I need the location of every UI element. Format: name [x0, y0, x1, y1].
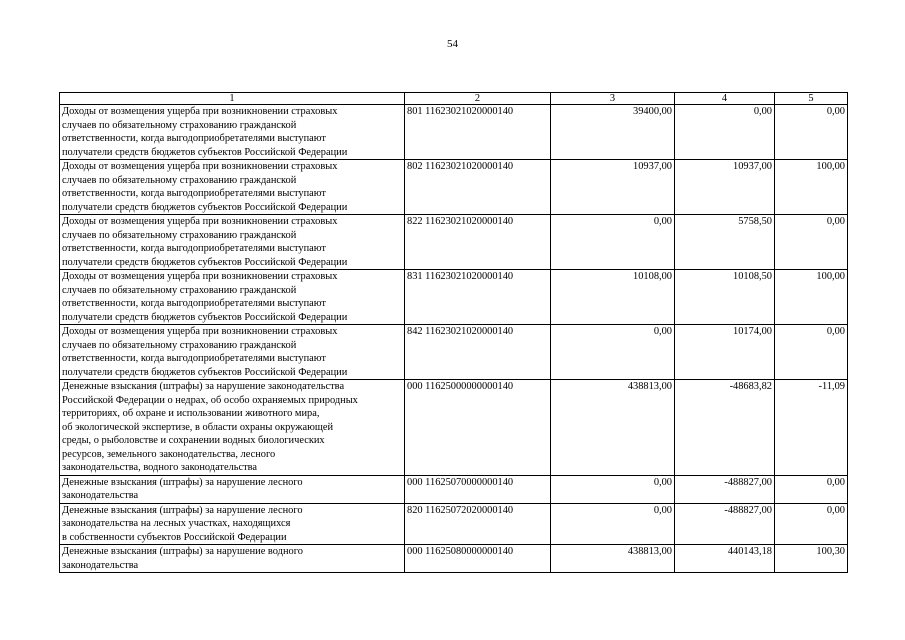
table-row: [60, 270, 848, 325]
row-col3-value: 0,00: [551, 325, 675, 380]
description-line: ответственности, когда выгодоприобретателями выступают: [62, 188, 326, 199]
description-line: законодательства: [62, 559, 139, 571]
row-description: [60, 325, 405, 380]
row-description: [60, 270, 405, 325]
description-line: среды, о рыболовстве и сохранении водных биологических: [62, 435, 325, 446]
row-col5-percent: 100,00: [775, 270, 848, 325]
row-col3-value: 10108,00: [551, 270, 675, 325]
description-line: Российской Федерации о недрах, об особо охраняемых природных: [62, 394, 358, 406]
description-line: получатели средств бюджетов субъектов Российской Федерации: [62, 256, 348, 268]
table-row: [60, 105, 848, 160]
table-row: [60, 503, 848, 545]
header-row: [60, 93, 848, 105]
table-row: [60, 215, 848, 270]
table-row: [60, 380, 848, 476]
description-line: случаев по обязательному страхованию гражданской: [62, 119, 297, 131]
row-description: [60, 545, 405, 573]
row-col4-value: -48683,82: [675, 380, 775, 476]
description-line: получатели средств бюджетов субъектов Российской Федерации: [62, 366, 348, 378]
row-col5-percent: 100,00: [775, 160, 848, 215]
description-line: ответственности, когда выгодоприобретателями выступают: [62, 133, 326, 144]
row-col3-value: 10937,00: [551, 160, 675, 215]
description-line: ответственности, когда выгодоприобретателями выступают: [62, 243, 326, 254]
column-header-3: 3: [551, 93, 675, 105]
row-col3-value: 438813,00: [551, 380, 675, 476]
description-line: территориях, об охране и использовании животного мира,: [62, 408, 320, 419]
description-line: законодательства: [62, 490, 139, 501]
row-code: 820 11625072020000140: [405, 503, 551, 545]
table-row: [60, 545, 848, 573]
row-col5-percent: 0,00: [775, 215, 848, 270]
row-code: 802 11623021020000140: [405, 160, 551, 215]
row-description: [60, 475, 405, 503]
row-col3-value: 0,00: [551, 503, 675, 545]
description-line: случаев по обязательному страхованию гражданской: [62, 229, 297, 241]
column-header-4: 4: [675, 93, 775, 105]
row-col4-value: 10108,50: [675, 270, 775, 325]
row-description: [60, 503, 405, 545]
row-code: 822 11623021020000140: [405, 215, 551, 270]
column-header-1: 1: [60, 93, 405, 105]
description-line: Доходы от возмещения ущерба при возникновении страховых: [62, 106, 338, 117]
description-line: случаев по обязательному страхованию гражданской: [62, 339, 297, 351]
column-header-5: 5: [775, 93, 848, 105]
row-col5-percent: 0,00: [775, 325, 848, 380]
report-table: [59, 92, 848, 573]
description-line: об экологической экспертизе, в области охраны окружающей: [62, 421, 334, 433]
row-col4-value: 10174,00: [675, 325, 775, 380]
row-col4-value: 5758,50: [675, 215, 775, 270]
row-col4-value: 440143,18: [675, 545, 775, 573]
row-description: [60, 215, 405, 270]
row-col3-value: 39400,00: [551, 105, 675, 160]
description-line: Денежные взыскания (штрафы) за нарушение законодательства: [62, 381, 345, 392]
description-line: Доходы от возмещения ущерба при возникновении страховых: [62, 271, 338, 282]
row-col4-value: 0,00: [675, 105, 775, 160]
row-col4-value: -488827,00: [675, 475, 775, 503]
description-line: ответственности, когда выгодоприобретателями выступают: [62, 298, 326, 309]
description-line: Доходы от возмещения ущерба при возникновении страховых: [62, 216, 338, 227]
description-line: законодательства на лесных участках, находящихся: [62, 518, 291, 529]
table-row: [60, 160, 848, 215]
description-line: Денежные взыскания (штрафы) за нарушение водного: [62, 546, 303, 557]
row-code: 000 11625070000000140: [405, 475, 551, 503]
page-number: 54: [447, 38, 458, 50]
description-line: законодательства, водного законодательства: [62, 462, 258, 473]
row-code: 000 11625000000000140: [405, 380, 551, 476]
row-description: [60, 160, 405, 215]
row-col4-value: -488827,00: [675, 503, 775, 545]
table-row: [60, 325, 848, 380]
description-line: Денежные взыскания (штрафы) за нарушение лесного: [62, 476, 303, 488]
description-line: случаев по обязательному страхованию гражданской: [62, 284, 297, 296]
row-col4-value: 10937,00: [675, 160, 775, 215]
row-col3-value: 0,00: [551, 215, 675, 270]
table-row: [60, 475, 848, 503]
row-description: [60, 380, 405, 476]
row-col3-value: 438813,00: [551, 545, 675, 573]
description-line: Доходы от возмещения ущерба при возникновении страховых: [62, 161, 338, 172]
table-body: [60, 105, 848, 573]
row-code: 000 11625080000000140: [405, 545, 551, 573]
row-col5-percent: 0,00: [775, 105, 848, 160]
row-code: 842 11623021020000140: [405, 325, 551, 380]
row-col5-percent: 0,00: [775, 503, 848, 545]
description-line: получатели средств бюджетов субъектов Российской Федерации: [62, 201, 348, 213]
row-col5-percent: 100,30: [775, 545, 848, 573]
description-line: случаев по обязательному страхованию гражданской: [62, 174, 297, 186]
row-col5-percent: 0,00: [775, 475, 848, 503]
description-line: получатели средств бюджетов субъектов Российской Федерации: [62, 146, 348, 158]
row-col3-value: 0,00: [551, 475, 675, 503]
description-line: в собственности субъектов Российской Федерации: [62, 531, 287, 543]
row-code: 831 11623021020000140: [405, 270, 551, 325]
description-line: получатели средств бюджетов субъектов Российской Федерации: [62, 311, 348, 323]
row-description: [60, 105, 405, 160]
column-header-2: 2: [405, 93, 551, 105]
row-code: 801 11623021020000140: [405, 105, 551, 160]
row-col5-percent: -11,09: [775, 380, 848, 476]
description-line: Денежные взыскания (штрафы) за нарушение лесного: [62, 504, 303, 516]
description-line: ответственности, когда выгодоприобретателями выступают: [62, 353, 326, 364]
description-line: ресурсов, земельного законодательства, лесного: [62, 448, 276, 460]
description-line: Доходы от возмещения ущерба при возникновении страховых: [62, 326, 338, 337]
